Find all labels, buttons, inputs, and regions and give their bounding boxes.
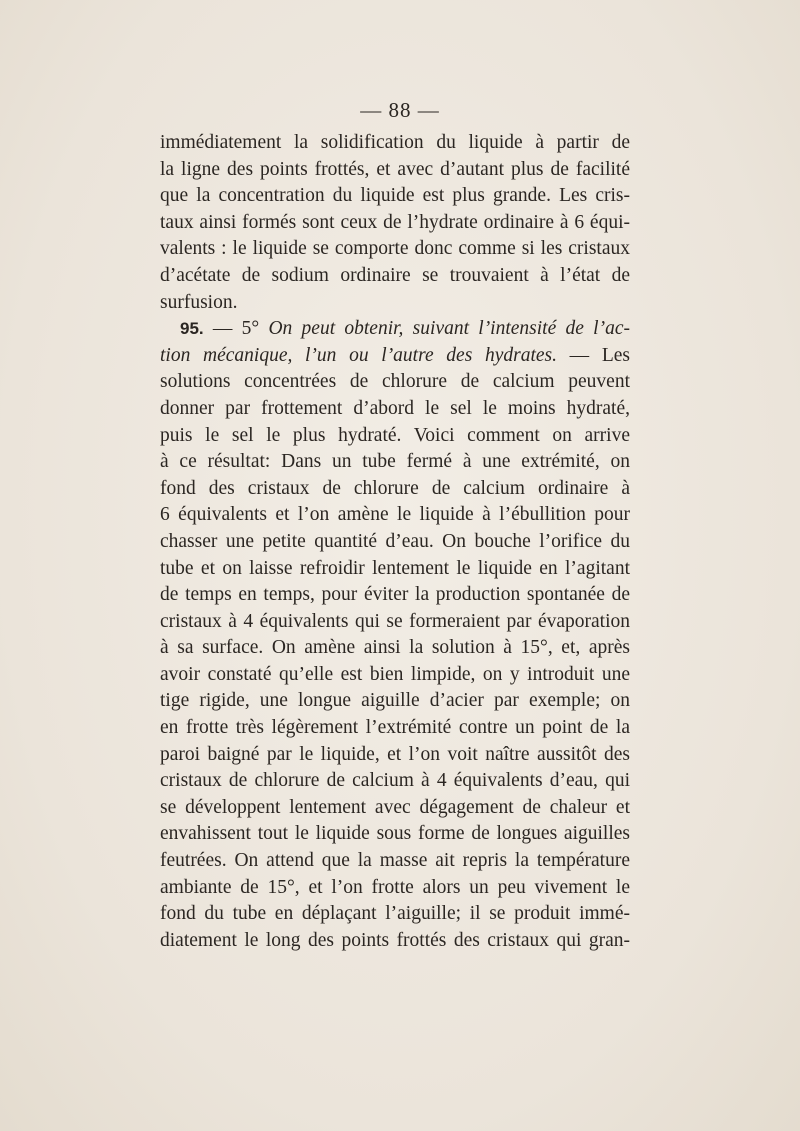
text-line: à ce résultat: Dans un tube fermé à une extrémité, on <box>160 451 630 473</box>
text-line: taux ainsi formés sont ceux de l’hydrate ordinaire à 6 équi- <box>160 211 630 233</box>
text-line: valents : le liquide se comporte donc comme si les cristaux <box>160 238 630 260</box>
text-line: puis le sel le plus hydraté. Voici comment on arrive <box>160 424 630 446</box>
text-line: la ligne des points frottés, et avec d’autant plus de facilité <box>160 158 630 180</box>
text-line: solutions concentrées de chlorure de calcium peuvent <box>160 371 630 393</box>
text-line: immédiatement la solidification du liquide à partir de <box>160 132 630 153</box>
section-heading-line <box>160 316 630 343</box>
text-line: que la concentration du liquide est plus grande. Les cris- <box>160 185 630 207</box>
text-line: de temps en temps, pour éviter la production spontanée de <box>160 584 630 606</box>
text-line: tige rigide, une longue aiguille d’acier par exemple; on <box>160 690 630 712</box>
section-title-part-2: tion mécanique, l’un ou l’autre des hydrates. <box>160 344 557 366</box>
section-title-tail: — Les <box>557 344 630 366</box>
text-line: paroi baigné par le liquide, et l’on voit naître aussitôt des <box>160 743 630 765</box>
section-95 <box>160 316 630 369</box>
text-line: surfusion. <box>160 291 238 313</box>
text-line: d’acétate de sodium ordinaire se trouvaient à l’état de <box>160 264 630 286</box>
text-line: donner par frottement d’abord le sel le moins hydraté, <box>160 397 630 419</box>
text-line: diatement le long des points frottés des cristaux qui gran- <box>160 929 630 951</box>
text-line: envahissent tout le liquide sous forme de longues aiguilles <box>160 823 630 845</box>
text-line: cristaux à 4 équivalents qui se formeraient par évaporation <box>160 610 630 632</box>
text-line: en frotte très légèrement l’extrémité contre un point de la <box>160 717 630 739</box>
text-line: fond du tube en déplaçant l’aiguille; il se produit immé- <box>160 903 630 925</box>
text-line: fond des cristaux de chlorure de calcium ordinaire à <box>160 477 630 499</box>
text-line: avoir constaté qu’elle est bien limpide, on y introduit une <box>160 663 630 685</box>
text-block <box>160 130 630 954</box>
page-number: — 88 — <box>360 98 440 122</box>
text-line: à sa surface. On amène ainsi la solution à 15°, et, après <box>160 637 630 659</box>
section-title-part-1: On peut obtenir, suivant l’intensité de l’ac- <box>268 318 630 340</box>
text-line: 6 équivalents et l’on amène le liquide à l’ébullition pour <box>160 504 630 526</box>
text-line: feutrées. On attend que la masse ait repris la température <box>160 850 630 872</box>
section-number: 95. <box>180 319 204 339</box>
text-line: tube et on laisse refroidir lentement le liquide en l’agitant <box>160 557 630 579</box>
text-line: cristaux de chlorure de calcium à 4 équivalents d’eau, qui <box>160 770 630 792</box>
section-dash: — 5° <box>203 318 269 340</box>
section-heading-line <box>160 343 630 370</box>
text-line: chasser une petite quantité d’eau. On bouche l’orifice du <box>160 530 630 552</box>
text-line: ambiante de 15°, et l’on frotte alors un peu vivement le <box>160 876 630 898</box>
paragraph-1 <box>160 130 630 316</box>
paragraph-2 <box>160 369 630 954</box>
text-line: se développent lentement avec dégagement de chaleur et <box>160 796 630 818</box>
